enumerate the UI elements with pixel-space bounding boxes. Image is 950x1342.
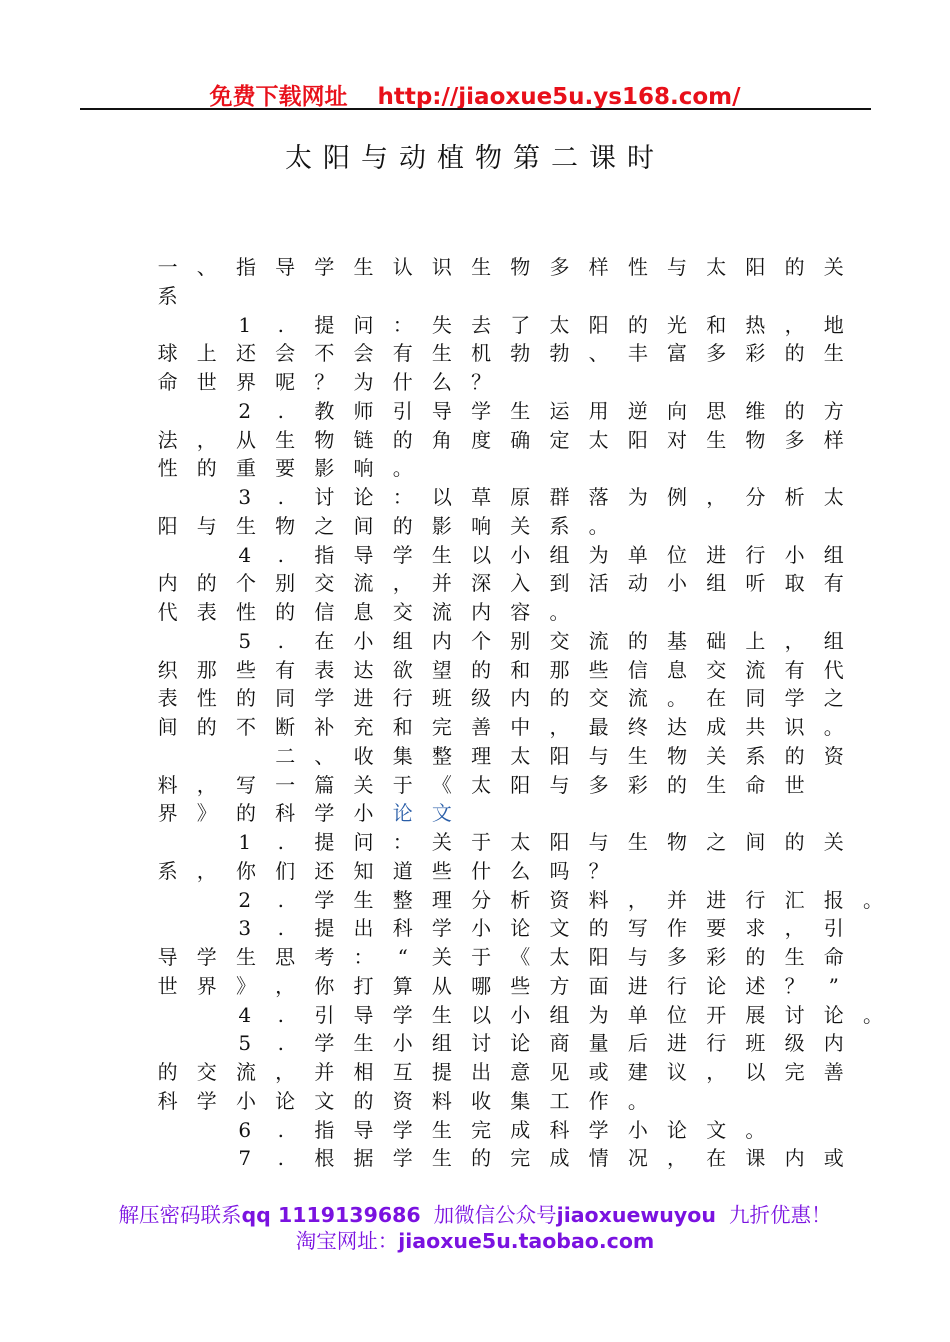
- body-line: 球 上 还 会 不 会 有 生 机 勃 勃 、 丰 富 多 彩 的 生: [157, 341, 844, 366]
- body-line: 性 的 重 要 影 响 。: [157, 456, 413, 481]
- body-line: 系: [157, 283, 178, 308]
- body-line: 2 . 学 生 整 理 分 析 资 料 ， 并 进 行 汇 报 。: [238, 887, 883, 912]
- body-line: 二 、 收 集 整 理 太 阳 与 生 物 关 系 的 资: [275, 743, 844, 768]
- essay-link[interactable]: 论 文: [392, 801, 452, 826]
- footer-text: 解压密码联系: [118, 1203, 242, 1227]
- body-line: 1 . 提 问 ： 失 去 了 太 阳 的 光 和 热 ， 地: [238, 312, 844, 337]
- body-line: 命 世 界 呢 ？ 为 什 么 ？: [157, 370, 492, 394]
- body-line: 表 性 的 同 学 进 行 班 级 内 的 交 流 。 在 同 学 之: [157, 686, 844, 711]
- body-line: 内 的 个 别 交 流 ， 并 深 入 到 活 动 小 组 听 取 有: [157, 571, 844, 596]
- body-line: 3 . 讨 论 ： 以 草 原 群 落 为 例 ， 分 析 太: [238, 485, 844, 509]
- download-banner: [0, 78, 950, 111]
- footer-wechat: jiaoxuewuyou: [556, 1203, 716, 1227]
- body-line: 6 . 指 导 学 生 完 成 科 学 小 论 文 。: [238, 1117, 766, 1142]
- body-line: 织 那 些 有 表 达 欲 望 的 和 那 些 信 息 交 流 有 代: [157, 657, 844, 682]
- document-body: [148, 253, 893, 1173]
- footer-text: 淘宝网址：: [295, 1229, 399, 1253]
- body-line: 的 交 流 ， 并 相 互 提 出 意 见 或 建 议 ， 以 完 善: [157, 1060, 844, 1084]
- body-line: 法 ， 从 生 物 链 的 角 度 确 定 太 阳 对 生 物 多 样: [157, 427, 844, 452]
- body-line: 4 . 引 导 学 生 以 小 组 为 单 位 开 展 讨 论 。: [238, 1002, 883, 1027]
- body-line: 5 . 在 小 组 内 个 别 交 流 的 基 础 上 ， 组: [238, 628, 844, 653]
- body-line: 2 . 教 师 引 导 学 生 运 用 逆 向 思 维 的 方: [238, 398, 844, 423]
- body-line: 7 . 根 据 学 生 的 完 成 情 况 ， 在 课 内 或: [238, 1146, 844, 1171]
- body-line: 4 . 指 导 学 生 以 小 组 为 单 位 进 行 小 组: [238, 542, 844, 567]
- footer-qq: qq 1119139686: [241, 1203, 421, 1227]
- body-line: 料 ， 写 一 篇 关 于 《 太 阳 与 多 彩 的 生 命 世: [157, 772, 805, 797]
- body-line: 间 的 不 断 补 充 和 完 善 中 ， 最 终 达 成 共 识 。: [157, 715, 844, 739]
- body-text: 界 》 的 科 学 小: [157, 801, 374, 826]
- body-line: 系 ， 你 们 还 知 道 些 什 么 吗 ？: [157, 858, 609, 883]
- body-line: 导 学 生 思 考 ： “ 关 于 《 太 阳 与 多 彩 的 生 命: [157, 945, 844, 969]
- body-line: 3 . 提 出 科 学 小 论 文 的 写 作 要 求 ， 引: [238, 916, 844, 941]
- footer-text: 九折优惠！: [728, 1203, 832, 1227]
- body-line: 世 界 》 ， 你 打 算 从 哪 些 方 面 进 行 论 述 ？ ”: [157, 973, 839, 998]
- footer-shop: [0, 1224, 950, 1254]
- body-line: 5 . 学 生 小 组 讨 论 商 量 后 进 行 班 级 内: [238, 1031, 844, 1056]
- header-divider: [80, 108, 871, 110]
- document-title: 太阳与动植物第二课时: [285, 143, 665, 174]
- body-line: 阳 与 生 物 之 间 的 影 响 关 系 。: [157, 513, 609, 538]
- banner-url[interactable]: http://jiaoxue5u.ys168.com/: [377, 84, 741, 110]
- body-line: 科 学 小 论 文 的 资 料 收 集 工 作 。: [157, 1088, 648, 1113]
- banner-label: 免费下载网址: [209, 84, 348, 110]
- footer-text: 加微信公众号: [433, 1203, 557, 1227]
- body-line: 1 . 提 问 ： 关 于 太 阳 与 生 物 之 间 的 关: [238, 830, 844, 854]
- body-line: 一 、 指 导 学 生 认 识 生 物 多 样 性 与 太 阳 的 关: [157, 255, 844, 279]
- body-line-with-link: [148, 799, 893, 828]
- body-line: 代 表 性 的 信 息 交 流 内 容 。: [157, 600, 570, 624]
- footer-shop-url[interactable]: jiaoxue5u.taobao.com: [398, 1229, 655, 1253]
